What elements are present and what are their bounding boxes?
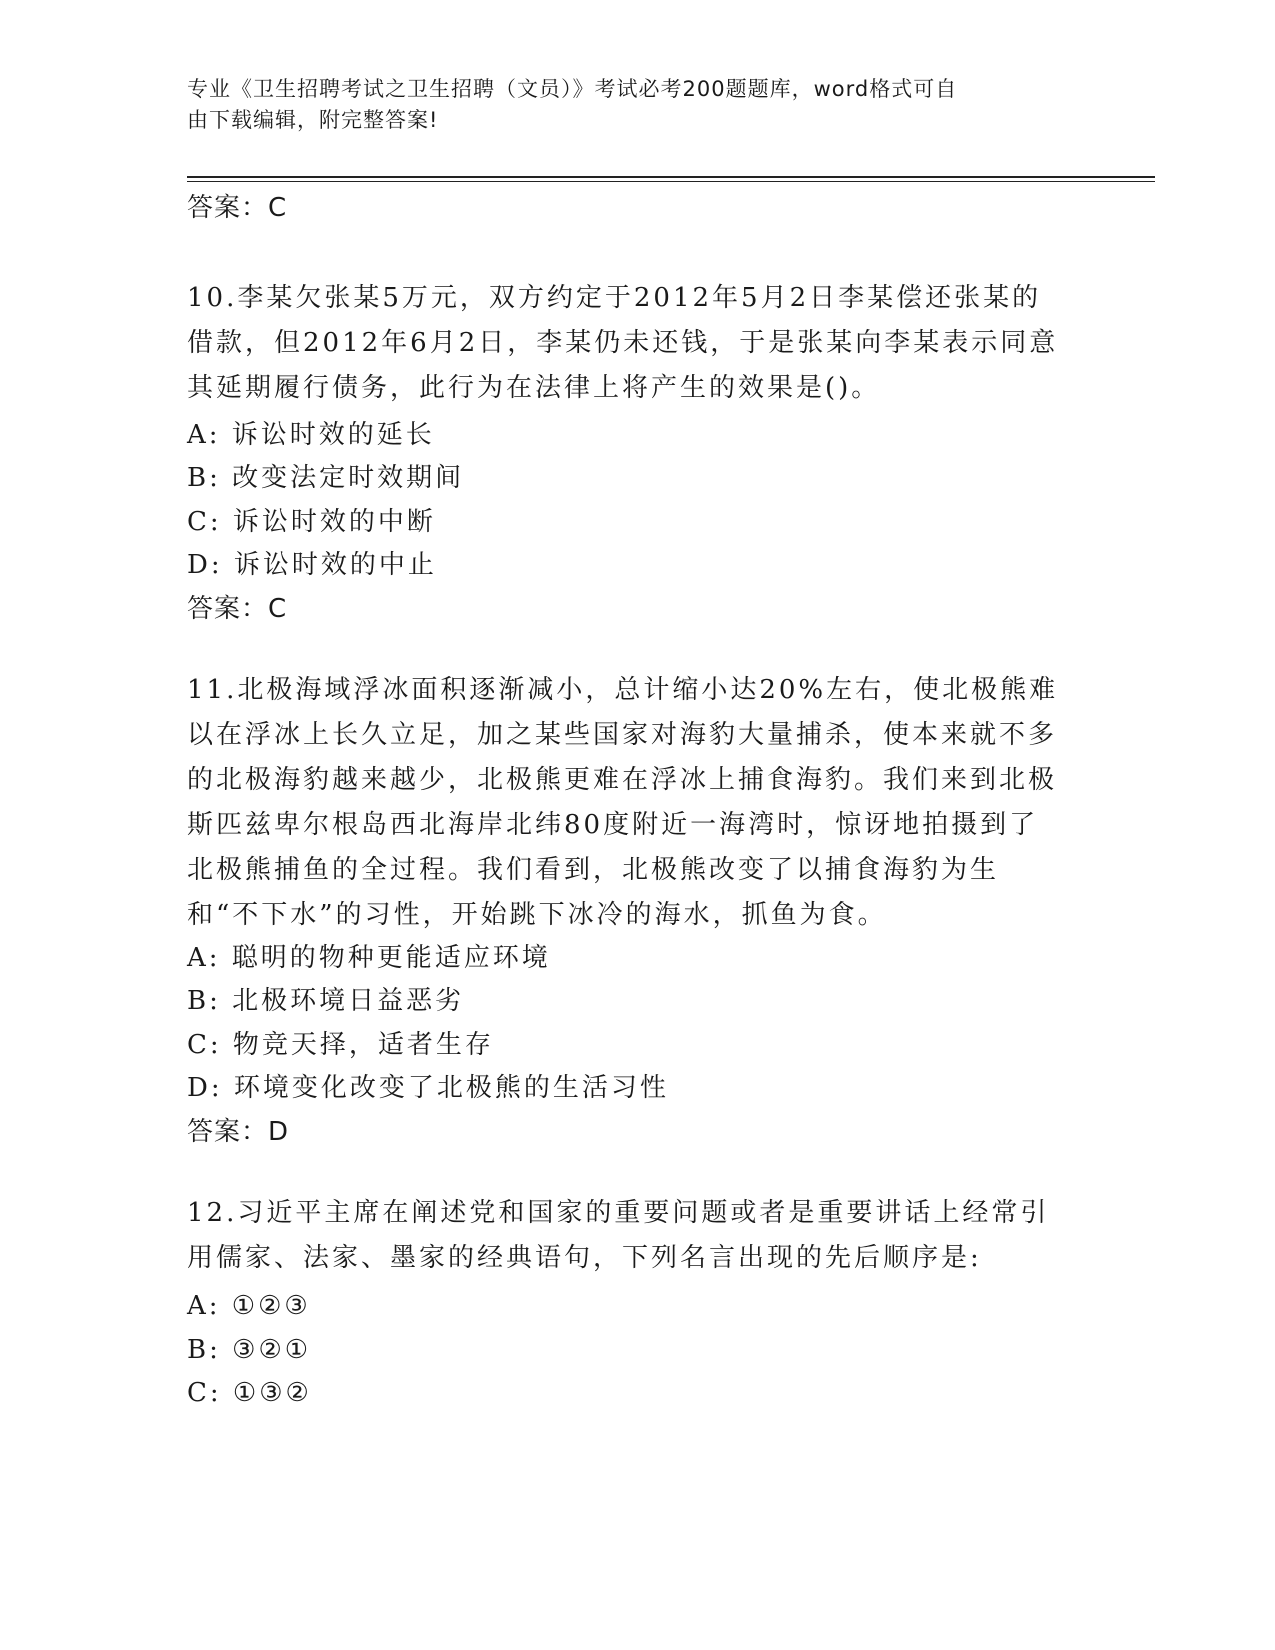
answer-previous: 答案：C <box>187 193 288 223</box>
question-10-option-c: C: 诉讼时效的中断 <box>187 507 436 537</box>
question-12-text: 12.习近平主席在阐述党和国家的重要问题或者是重要讲话上经常引用儒家、法家、墨家的经典语句，下列名言出现的先后顺序是: <box>187 1198 1050 1273</box>
question-10-option-a: A: 诉讼时效的延长 <box>187 420 435 450</box>
document-header <box>187 74 1067 136</box>
question-12-option-b: B: ③②① <box>187 1335 312 1365</box>
question-10-answer: 答案：C <box>187 594 288 624</box>
question-11-option-b: B: 北极环境日益恶劣 <box>187 986 465 1016</box>
question-11-answer: 答案：D <box>187 1117 290 1147</box>
question-10-option-b: B: 改变法定时效期间 <box>187 463 465 493</box>
question-11-option-c: C: 物竞天择，适者生存 <box>187 1030 494 1060</box>
header-line-2: 由下载编辑，附完整答案! <box>187 108 439 132</box>
question-10-option-d: D: 诉讼时效的中止 <box>187 550 437 580</box>
question-10-text: 10.李某欠张某5万元，双方约定于2012年5月2日李某偿还张某的借款，但2012年6月2日，李某仍未还钱，于是张某向李某表示同意其延期履行债务，此行为在法律上将产生的效果是()。 <box>187 283 1059 403</box>
question-12-option-a: A: ①②③ <box>187 1291 311 1321</box>
header-divider-thin <box>187 181 1155 182</box>
header-divider-thick <box>187 176 1155 178</box>
header-line-1: 专业《卫生招聘考试之卫生招聘（文员）》考试必考200题题库，word格式可自 <box>187 77 958 101</box>
question-11-option-a: A: 聪明的物种更能适应环境 <box>187 943 551 973</box>
question-11-text: 11.北极海域浮冰面积逐渐减小，总计缩小达20%左右，使北极熊难以在浮冰上长久立足，加之某些国家对海豹大量捕杀，使本来就不多的北极海豹越来越少，北极熊更难在浮冰上捕食海豹。我们来到北极斯匹兹卑尔根岛西北海岸北纬80度附近一海湾时，惊讶地拍摄到了北极熊捕鱼的全过程。我们看到，北极熊改变了以捕食海豹为生和“不下水”的习性，开始跳下冰冷的海水，抓鱼为食。 <box>187 675 1059 930</box>
question-12-option-c: C: ①③② <box>187 1378 312 1408</box>
question-11-option-d: D: 环境变化改变了北极熊的生活习性 <box>187 1073 669 1103</box>
